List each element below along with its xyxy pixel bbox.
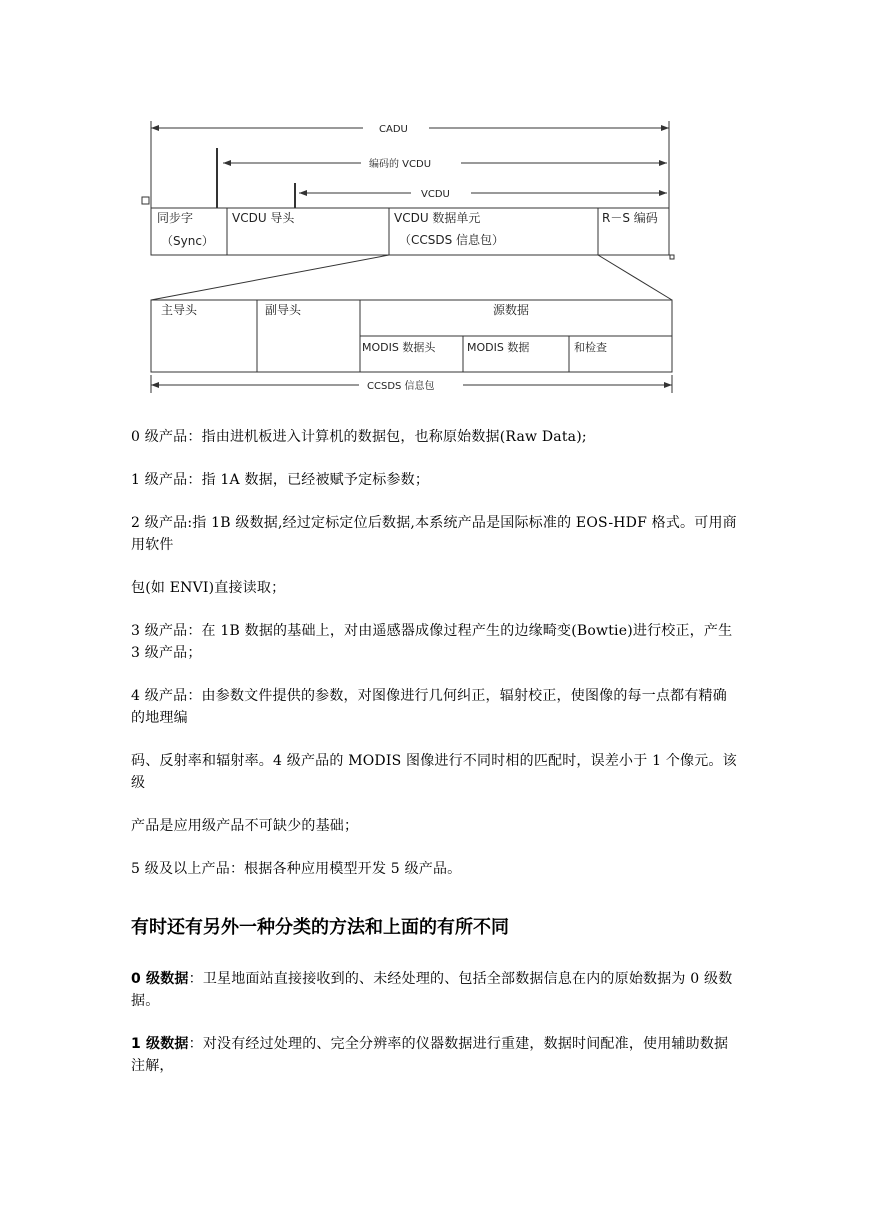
paragraph-level3-product: 3 级产品：在 1B 数据的基础上，对由遥感器成像过程产生的边缘畸变(Bowtie)进行校正，产生 3 级产品； — [131, 623, 733, 661]
paragraph-level2-product: 2 级产品:指 1B 级数据,经过定标定位后数据,本系统产品是国际标准的 EOS-HDF 格式。可用商用软件 — [131, 515, 737, 553]
paragraph-level5-product: 5 级及以上产品：根据各种应用模型开发 5 级产品。 — [131, 861, 462, 877]
cadu-label: CADU — [379, 124, 408, 135]
vcdu-data-unit-label: VCDU 数据单元 — [394, 211, 481, 225]
diagram-svg — [131, 111, 694, 398]
vcdu-label: VCDU — [421, 189, 450, 200]
sub-header-label: 副导头 — [265, 303, 302, 317]
paragraph-level0-data — [131, 968, 741, 1012]
paragraph-level4-product-cont: 码、反射率和辐射率。4 级产品的 MODIS 图像进行不同时相的匹配时，误差小于 1 个像元。该级 — [131, 753, 737, 791]
section-heading: 有时还有另外一种分类的方法和上面的有所不同 — [131, 917, 509, 938]
paragraph-level1-product: 1 级产品：指 1A 数据，已经被赋予定标参数； — [131, 472, 430, 488]
ccsds-packet-sub-label: （CCSDS 信息包） — [399, 233, 505, 247]
main-header-label: 主导头 — [161, 303, 198, 317]
modis-data-label: MODIS 数据 — [467, 341, 530, 354]
level0-data-text: ：卫星地面站直接接收到的、未经处理的、包括全部数据信息在内的原始数据为 0 级数据。 — [131, 971, 733, 1009]
sync-sub-label: （Sync） — [161, 234, 214, 248]
ccsds-packet-structure-diagram — [131, 111, 694, 398]
sync-label: 同步字 — [157, 211, 194, 225]
paragraph-level4-product: 4 级产品：由参数文件提供的参数，对图像进行几何纠正，辐射校正，使图像的每一点都有精确的地理编 — [131, 688, 727, 726]
rs-code-label: R－S 编码 — [602, 211, 658, 225]
paragraph-level4-product-end: 产品是应用级产品不可缺少的基础； — [131, 818, 359, 834]
table-anchor-icon — [142, 197, 149, 204]
paragraph-level0-product: 0 级产品：指由进机板进入计算机的数据包，也称原始数据(Raw Data); — [131, 429, 587, 445]
coded-vcdu-label: 编码的 VCDU — [369, 159, 432, 170]
ccsds-packet-label: CCSDS 信息包 — [367, 381, 435, 392]
level0-data-term: 0 级数据 — [131, 971, 189, 987]
source-data-label: 源数据 — [493, 303, 530, 317]
paragraph-level1-data — [131, 1033, 741, 1077]
level1-data-text: ：对没有经过处理的、完全分辨率的仪器数据进行重建，数据时间配准，使用辅助数据注解， — [131, 1036, 729, 1074]
vcdu-header-label: VCDU 导头 — [232, 211, 295, 225]
checksum-label: 和检查 — [574, 341, 607, 354]
paragraph-level2-product-cont: 包(如 ENVI)直接读取； — [131, 580, 286, 596]
level1-data-term: 1 级数据 — [131, 1036, 189, 1052]
modis-header-label: MODIS 数据头 — [362, 341, 436, 354]
